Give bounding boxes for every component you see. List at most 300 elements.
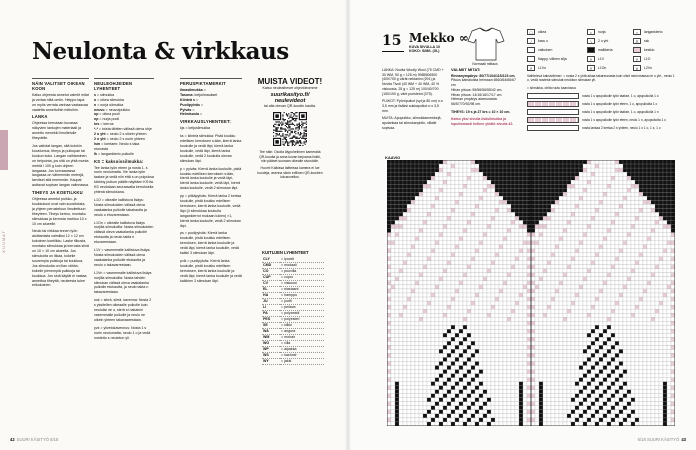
chart-cell xyxy=(439,301,443,305)
chart-cell xyxy=(651,216,655,220)
chart-cell xyxy=(575,309,579,313)
chart-cell xyxy=(659,357,663,361)
chart-cell xyxy=(611,204,615,208)
chart-cell xyxy=(471,200,475,204)
chart-cell xyxy=(403,402,407,406)
chart-cell xyxy=(619,269,623,273)
chart-cell xyxy=(583,317,587,321)
chart-cell xyxy=(443,414,447,418)
chart-cell xyxy=(455,382,459,386)
chart-cell xyxy=(599,273,603,277)
chart-cell xyxy=(535,229,539,233)
chart-cell xyxy=(619,233,623,237)
chart-cell xyxy=(515,277,519,281)
chart-cell xyxy=(519,257,523,261)
chart-cell xyxy=(431,249,435,253)
chart-cell xyxy=(619,297,623,301)
chart-cell xyxy=(611,362,615,366)
chart-cell xyxy=(491,241,495,245)
chart-cell xyxy=(551,208,555,212)
chart-cell xyxy=(587,390,591,394)
chart-cell xyxy=(475,192,479,196)
chart-cell xyxy=(387,233,391,237)
chart-cell xyxy=(643,160,647,164)
chart-cell xyxy=(639,176,643,180)
chart-cell xyxy=(403,317,407,321)
chart-cell xyxy=(603,418,607,422)
chart-cell xyxy=(459,321,463,325)
chart-cell xyxy=(555,168,559,172)
chart-cell xyxy=(411,164,415,168)
chart-cell xyxy=(539,362,543,366)
chart-cell xyxy=(627,196,631,200)
chart-cell xyxy=(659,164,663,168)
chart-cell xyxy=(463,253,467,257)
chart-cell xyxy=(447,220,451,224)
chart-cell xyxy=(671,374,675,378)
chart-cell xyxy=(535,172,539,176)
chart-cell xyxy=(431,261,435,265)
chart-cell xyxy=(543,160,547,164)
chart-cell xyxy=(527,176,531,180)
chart-cell xyxy=(667,277,671,281)
chart-cell xyxy=(559,406,563,410)
chart-cell xyxy=(655,301,659,305)
chart-cell xyxy=(647,414,651,418)
chart-cell xyxy=(555,386,559,390)
chart-cell xyxy=(439,208,443,212)
chart-cell xyxy=(539,321,543,325)
chart-cell xyxy=(539,309,543,313)
chart-cell xyxy=(535,224,539,228)
chart-cell xyxy=(427,382,431,386)
chart-cell xyxy=(471,293,475,297)
chart-cell xyxy=(451,172,455,176)
chart-cell xyxy=(619,273,623,277)
chart-cell xyxy=(543,220,547,224)
chart-cell xyxy=(603,285,607,289)
chart-cell xyxy=(507,253,511,257)
chart-cell xyxy=(607,224,611,228)
chart-cell xyxy=(519,362,523,366)
chart-cell xyxy=(539,349,543,353)
chart-cell xyxy=(503,224,507,228)
chart-cell xyxy=(439,192,443,196)
chart-cell xyxy=(451,184,455,188)
crochet-line: Kiinteä s = xyxy=(180,97,199,102)
chart-cell xyxy=(427,406,431,410)
chart-cell xyxy=(551,366,555,370)
chart-cell xyxy=(403,341,407,345)
chart-cell xyxy=(435,378,439,382)
chart-cell xyxy=(403,164,407,168)
chart-cell xyxy=(511,233,515,237)
chart-cell xyxy=(623,418,627,422)
chart-cell xyxy=(507,220,511,224)
chart-cell xyxy=(615,245,619,249)
chart-cell xyxy=(607,168,611,172)
chart-cell xyxy=(387,289,391,293)
chart-cell xyxy=(671,345,675,349)
chart-cell xyxy=(415,257,419,261)
legend-label: L1Vn xyxy=(538,66,546,70)
chart-cell xyxy=(651,245,655,249)
chart-cell xyxy=(423,241,427,245)
chart-cell xyxy=(471,394,475,398)
chart-cell xyxy=(603,386,607,390)
chart-cell xyxy=(483,402,487,406)
legend-cable-row xyxy=(527,109,677,115)
chart-cell xyxy=(467,345,471,349)
chart-cell xyxy=(415,249,419,253)
chart-cell xyxy=(491,261,495,265)
chart-cell xyxy=(543,224,547,228)
chart-cell xyxy=(535,414,539,418)
chart-cell xyxy=(559,357,563,361)
chart-cell xyxy=(607,301,611,305)
chart-cell xyxy=(483,349,487,353)
chart-cell xyxy=(527,160,531,164)
chart-cell xyxy=(407,374,411,378)
chart-cell xyxy=(411,265,415,269)
chart-cell xyxy=(611,297,615,301)
chart-cell xyxy=(487,386,491,390)
chart-cell xyxy=(579,289,583,293)
chart-cell xyxy=(515,313,519,317)
chart-cell xyxy=(643,378,647,382)
chart-cell xyxy=(595,402,599,406)
chart-cell xyxy=(495,378,499,382)
chart-cell xyxy=(647,180,651,184)
chart-cell xyxy=(607,357,611,361)
fiber-name: = polyesteri xyxy=(280,317,324,323)
chart-cell xyxy=(667,325,671,329)
chart-cell xyxy=(519,204,523,208)
chart-cell xyxy=(395,329,399,333)
chart-cell xyxy=(547,196,551,200)
chart-cell xyxy=(651,325,655,329)
chart-cell xyxy=(539,241,543,245)
chart-cell xyxy=(591,184,595,188)
chart-cell xyxy=(667,341,671,345)
chart-cell xyxy=(419,257,423,261)
chart-cell xyxy=(655,317,659,321)
chart-cell xyxy=(611,233,615,237)
chart-cell xyxy=(651,422,655,426)
chart-cell xyxy=(419,321,423,325)
chart-cell xyxy=(387,200,391,204)
chart-cell xyxy=(655,362,659,366)
chart-cell xyxy=(543,317,547,321)
chart-cell xyxy=(635,390,639,394)
chart-cell xyxy=(523,253,527,257)
chart-cell xyxy=(463,176,467,180)
fiber-name: = modaali xyxy=(280,263,324,269)
chart-cell xyxy=(627,204,631,208)
chart-cell xyxy=(655,394,659,398)
chart-cell xyxy=(551,422,555,426)
chart-cell xyxy=(631,382,635,386)
chart-cell xyxy=(627,216,631,220)
chart-cell xyxy=(427,333,431,337)
chart-cell xyxy=(431,269,435,273)
chart-cell xyxy=(551,382,555,386)
chart-cell xyxy=(587,301,591,305)
chart-cell xyxy=(423,293,427,297)
chart-cell xyxy=(451,216,455,220)
chart-cell xyxy=(583,301,587,305)
chart-cell xyxy=(435,390,439,394)
chart-cell xyxy=(619,317,623,321)
chart-cell xyxy=(435,313,439,317)
chart-cell xyxy=(391,305,395,309)
chart-cell xyxy=(399,212,403,216)
legend-label: L1V xyxy=(598,57,605,61)
chart-cell xyxy=(531,261,535,265)
chart-cell xyxy=(507,410,511,414)
chart-cell xyxy=(535,245,539,249)
chart-cell xyxy=(443,204,447,208)
chart-cell xyxy=(519,200,523,204)
chart-cell xyxy=(511,285,515,289)
chart-cell xyxy=(483,317,487,321)
chart-cell xyxy=(547,321,551,325)
chart-cell xyxy=(511,422,515,426)
chart-cell xyxy=(547,245,551,249)
chart-cell xyxy=(443,192,447,196)
chart-cell xyxy=(527,257,531,261)
chart-cell xyxy=(543,370,547,374)
chart-cell xyxy=(443,196,447,200)
chart-cell xyxy=(587,353,591,357)
chart-cell xyxy=(579,245,583,249)
chart-cell xyxy=(475,410,479,414)
chart-cell xyxy=(471,192,475,196)
chart-cell xyxy=(611,305,615,309)
chart-cell xyxy=(563,390,567,394)
chart-cell xyxy=(611,329,615,333)
chart-cell xyxy=(471,321,475,325)
chart-cell xyxy=(407,382,411,386)
qr-code[interactable] xyxy=(273,112,307,146)
chart-cell xyxy=(419,353,423,357)
chart-cell xyxy=(535,289,539,293)
chart-cell xyxy=(535,261,539,265)
chart-cell xyxy=(619,293,623,297)
chart-cell xyxy=(439,245,443,249)
chart-cell xyxy=(439,188,443,192)
chart-cell xyxy=(387,313,391,317)
chart-cell xyxy=(387,341,391,345)
chart-cell xyxy=(639,237,643,241)
chart-cell xyxy=(555,398,559,402)
chart-cell xyxy=(439,212,443,216)
chart-cell xyxy=(391,362,395,366)
chart-cell xyxy=(391,325,395,329)
chart-cell xyxy=(507,176,511,180)
chart-cell xyxy=(391,341,395,345)
chart-cell xyxy=(599,269,603,273)
chart-cell xyxy=(559,220,563,224)
chart-cell xyxy=(411,229,415,233)
chart-cell xyxy=(555,277,559,281)
chart-cell xyxy=(487,305,491,309)
chart-cell xyxy=(483,382,487,386)
chart-cell xyxy=(587,386,591,390)
chart-cell xyxy=(511,341,515,345)
chart-cell xyxy=(591,160,595,164)
chart-cell xyxy=(467,325,471,329)
chart-cell xyxy=(423,317,427,321)
chart-cell xyxy=(387,188,391,192)
chart-cell xyxy=(399,366,403,370)
chart-cell xyxy=(643,418,647,422)
chart-cell xyxy=(551,325,555,329)
chart-cell xyxy=(491,410,495,414)
chart-cell xyxy=(523,208,527,212)
chart-cell xyxy=(643,374,647,378)
chart-cell xyxy=(495,277,499,281)
chart-cell xyxy=(547,362,551,366)
chart-cell xyxy=(415,333,419,337)
chart-cell xyxy=(487,414,491,418)
chart-cell xyxy=(663,378,667,382)
illustration-caption: Normaali mittaus xyxy=(472,62,498,66)
chart-cell xyxy=(443,386,447,390)
chart-cell xyxy=(623,200,627,204)
chart-cell xyxy=(423,414,427,418)
chart-cell xyxy=(527,309,531,313)
chart-cell xyxy=(435,261,439,265)
chart-cell xyxy=(547,160,551,164)
chart-cell xyxy=(435,200,439,204)
chart-cell xyxy=(471,345,475,349)
chart-cell xyxy=(451,285,455,289)
chart-cell xyxy=(555,293,559,297)
chart-cell xyxy=(591,374,595,378)
chart-cell xyxy=(387,370,391,374)
chart-cell xyxy=(399,233,403,237)
chart-cell xyxy=(651,349,655,353)
chart-cell xyxy=(559,265,563,269)
chart-cell xyxy=(475,297,479,301)
chart-cell xyxy=(387,390,391,394)
chart-cell xyxy=(535,418,539,422)
chart-cell xyxy=(611,164,615,168)
chart-cell xyxy=(451,245,455,249)
chart-cell xyxy=(399,253,403,257)
chart-cell xyxy=(563,410,567,414)
chart-cell xyxy=(627,253,631,257)
chart-cell xyxy=(551,402,555,406)
crochet-line: Puolipylväs = xyxy=(180,102,204,107)
chart-cell xyxy=(567,297,571,301)
chart-cell xyxy=(595,257,599,261)
chart-cell xyxy=(619,212,623,216)
chart-cell xyxy=(503,297,507,301)
chart-cell xyxy=(451,233,455,237)
chart-cell xyxy=(427,345,431,349)
chart-cell xyxy=(503,333,507,337)
chart-cell xyxy=(619,410,623,414)
chart-cell xyxy=(619,357,623,361)
chart-cell xyxy=(519,297,523,301)
chart-cell xyxy=(479,204,483,208)
chart-cell xyxy=(531,398,535,402)
chart-cell xyxy=(523,382,527,386)
chart-cell xyxy=(399,398,403,402)
chart-cell xyxy=(423,289,427,293)
chart-cell xyxy=(663,188,667,192)
chart-cell xyxy=(659,341,663,345)
chart-cell xyxy=(627,192,631,196)
chart-cell xyxy=(663,325,667,329)
fiber-code: WM xyxy=(262,335,280,341)
chart-cell xyxy=(407,184,411,188)
chart-cell xyxy=(635,398,639,402)
chart-cell xyxy=(387,212,391,216)
video-link[interactable]: suurikasityo.fi/ neulevideot xyxy=(270,91,310,104)
chart-cell xyxy=(627,200,631,204)
chart-cell xyxy=(503,305,507,309)
chart-cell xyxy=(575,418,579,422)
chart-cell xyxy=(403,229,407,233)
chart-cell xyxy=(447,273,451,277)
chart-cell xyxy=(595,204,599,208)
chart-cell xyxy=(407,253,411,257)
chart-cell xyxy=(531,229,535,233)
chart-cell xyxy=(431,220,435,224)
chart-cell xyxy=(511,261,515,265)
chart-cell xyxy=(527,208,531,212)
chart-cell xyxy=(495,229,499,233)
chart-cell xyxy=(423,398,427,402)
chart-cell xyxy=(419,305,423,309)
chart-cell xyxy=(579,406,583,410)
chart-cell xyxy=(651,374,655,378)
chart-cell xyxy=(455,402,459,406)
chart-cell xyxy=(603,406,607,410)
chart-cell xyxy=(583,224,587,228)
chart-cell xyxy=(535,200,539,204)
chart-cell xyxy=(631,357,635,361)
chart-cell xyxy=(599,281,603,285)
chart-cell xyxy=(427,289,431,293)
chart-cell xyxy=(539,249,543,253)
chart-cell xyxy=(399,382,403,386)
chart-cell xyxy=(571,216,575,220)
chart-cell xyxy=(447,329,451,333)
chart-cell xyxy=(599,329,603,333)
chart-cell xyxy=(651,333,655,337)
chart-cell xyxy=(443,305,447,309)
garment-illustration xyxy=(466,27,506,61)
chart-cell xyxy=(387,285,391,289)
chart-cell xyxy=(639,281,643,285)
chart-cell xyxy=(491,237,495,241)
chart-cell xyxy=(387,337,391,341)
chart-cell xyxy=(443,390,447,394)
chart-cell xyxy=(403,394,407,398)
chart-cell xyxy=(535,269,539,273)
chart-cell xyxy=(663,293,667,297)
chart-cell xyxy=(471,317,475,321)
chart-cell xyxy=(583,357,587,361)
chart-cell xyxy=(487,160,491,164)
chart-cell xyxy=(479,245,483,249)
chart-cell xyxy=(595,269,599,273)
chart-cell xyxy=(631,216,635,220)
